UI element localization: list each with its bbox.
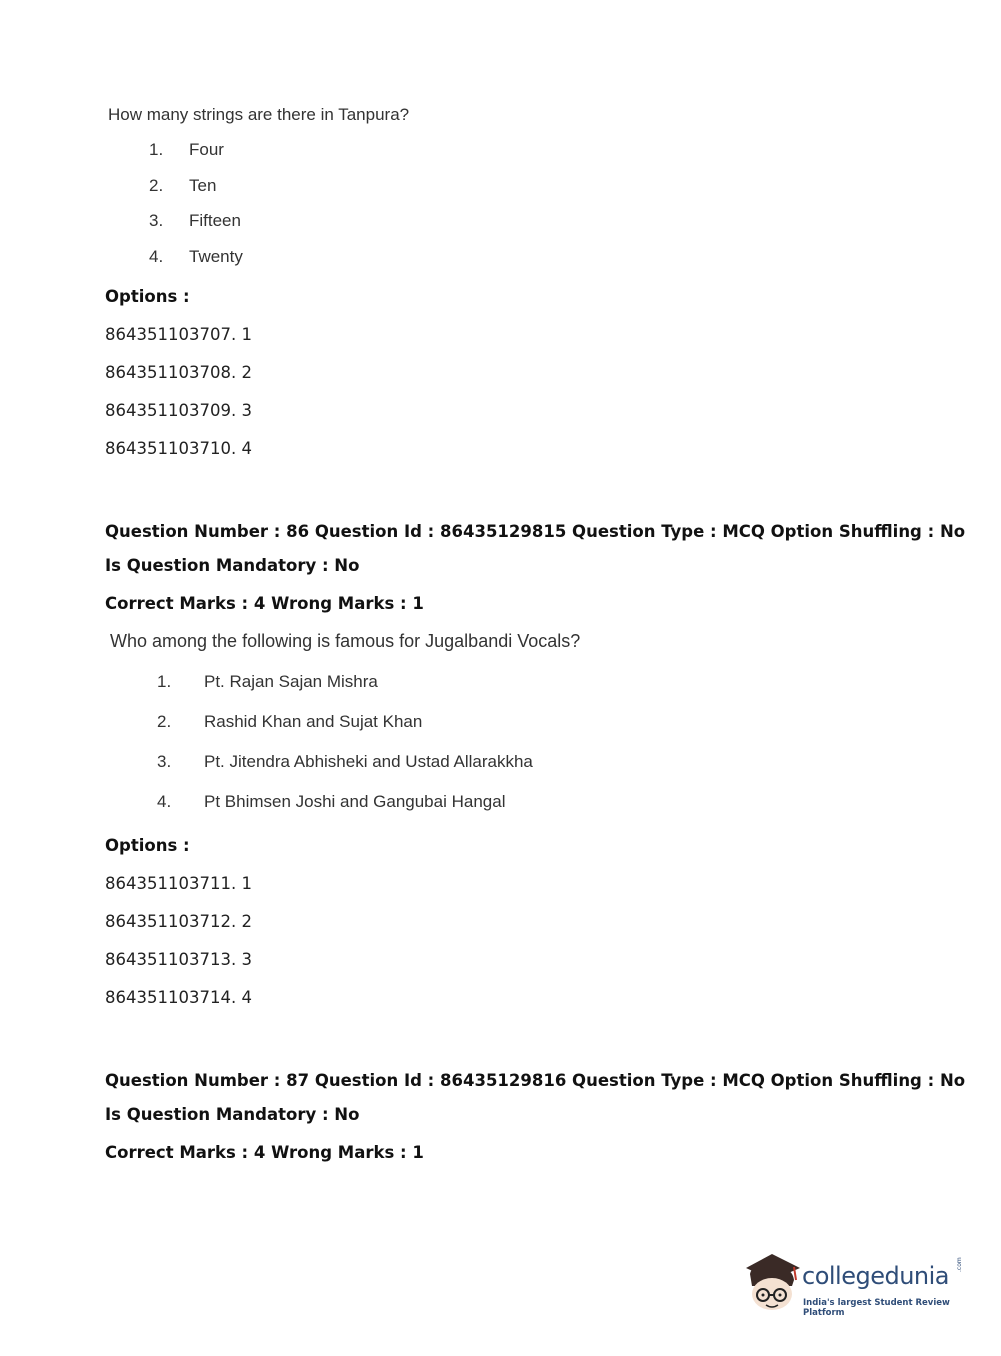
question-header: Question Number : 86 Question Id : 86435129815 Question Type : MCQ Option Shuffling : No [105, 522, 966, 541]
question-marks: Correct Marks : 4 Wrong Marks : 1 [105, 594, 424, 613]
collegedunia-logo [742, 1250, 972, 1320]
choice-label: Four [189, 140, 224, 159]
choice-number: 2. [157, 712, 172, 731]
choice-label: Twenty [189, 247, 243, 266]
choice-label: Fifteen [189, 211, 241, 230]
choice-label: Pt Bhimsen Joshi and Gangubai Hangal [204, 792, 506, 811]
choice-label: Rashid Khan and Sujat Khan [204, 712, 423, 731]
choice-number: 1. [157, 672, 172, 691]
option-id: 864351103707. 1 [105, 325, 252, 344]
option-id: 864351103710. 4 [105, 439, 252, 458]
question-header: Question Number : 87 Question Id : 86435129816 Question Type : MCQ Option Shuffling : No [105, 1071, 966, 1090]
option-id: 864351103713. 3 [105, 950, 252, 969]
choice-number: 3. [157, 752, 172, 771]
options-heading: Options : [105, 287, 190, 306]
option-id: 864351103708. 2 [105, 363, 252, 382]
options-heading: Options : [105, 836, 190, 855]
brand-tagline: India's largest Student Review Platform [803, 1298, 950, 1318]
choice-number: 4. [149, 247, 164, 266]
choice-label: Pt. Rajan Sajan Mishra [204, 672, 378, 691]
choice-number: 2. [149, 176, 164, 195]
question-marks: Correct Marks : 4 Wrong Marks : 1 [105, 1143, 424, 1162]
option-id: 864351103711. 1 [105, 874, 252, 893]
brand-suffix: .com [956, 1257, 963, 1272]
question-text: Who among the following is famous for Jugalbandi Vocals? [110, 631, 581, 651]
choice-label: Pt. Jitendra Abhisheki and Ustad Allarakkha [204, 752, 533, 771]
question-mandatory: Is Question Mandatory : No [105, 1105, 360, 1124]
question-text: How many strings are there in Tanpura? [108, 105, 410, 124]
choice-number: 4. [157, 792, 172, 811]
choice-label: Ten [189, 176, 217, 195]
option-id: 864351103709. 3 [105, 401, 252, 420]
option-id: 864351103712. 2 [105, 912, 252, 931]
option-id: 864351103714. 4 [105, 988, 252, 1007]
choice-number: 1. [149, 140, 164, 159]
student-mascot-icon [742, 1250, 804, 1318]
choice-number: 3. [149, 211, 164, 230]
question-mandatory: Is Question Mandatory : No [105, 556, 360, 575]
brand-name: collegedunia [802, 1262, 950, 1290]
